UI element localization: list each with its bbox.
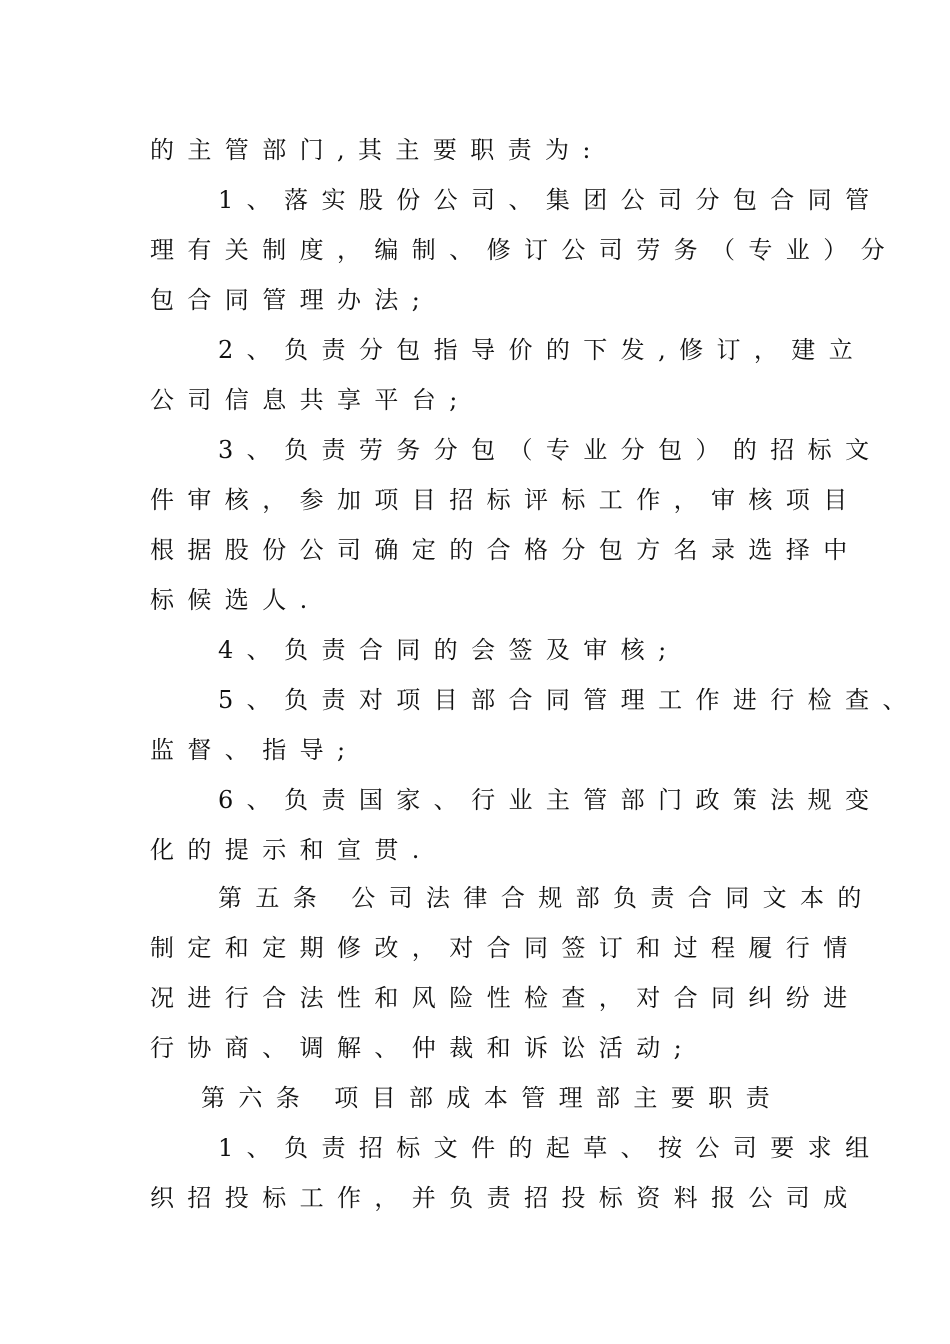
text-line: 监督、指导;	[150, 736, 359, 764]
text-line: 制定和定期修改，对合同签订和过程履行情	[150, 934, 861, 962]
text-line: 2、负责分包指导价的下发,修订，建立	[218, 336, 867, 364]
text-line: 化的提示和宣贯.	[150, 836, 433, 864]
text-line: 行协商、调解、仲裁和诉讼活动;	[150, 1034, 696, 1062]
text-line: 公司信息共享平台;	[150, 386, 471, 414]
text-line: 根据股份公司确定的合格分包方名录选择中	[150, 536, 861, 564]
text-line: 理有关制度，编制、修订公司劳务（专业）分	[150, 236, 898, 264]
text-line: 第五条 公司法律合规部负责合同文本的	[218, 884, 875, 912]
text-line: 织招投标工作，并负责招投标资料报公司成	[150, 1184, 861, 1212]
text-line: 1、负责招标文件的起草、按公司要求组	[218, 1134, 883, 1162]
text-line: 况进行合法性和风险性检查，对合同纠纷进	[150, 984, 861, 1012]
text-line: 1、落实股份公司、集团公司分包合同管	[218, 186, 883, 214]
text-line: 包合同管理办法;	[150, 286, 434, 314]
section-heading: 第六条 项目部成本管理部主要职责	[201, 1084, 784, 1112]
text-line: 5、负责对项目部合同管理工作进行检查、	[218, 686, 920, 714]
text-line: 3、负责劳务分包（专业分包）的招标文	[218, 436, 883, 464]
text-line: 标候选人.	[150, 586, 321, 614]
text-line: 6、负责国家、行业主管部门政策法规变	[218, 786, 883, 814]
text-line: 的主管部门,其主要职责为:	[150, 136, 604, 164]
text-line: 件审核，参加项目招标评标工作，审核项目	[150, 486, 861, 514]
text-line: 4、负责合同的会签及审核;	[218, 636, 680, 664]
